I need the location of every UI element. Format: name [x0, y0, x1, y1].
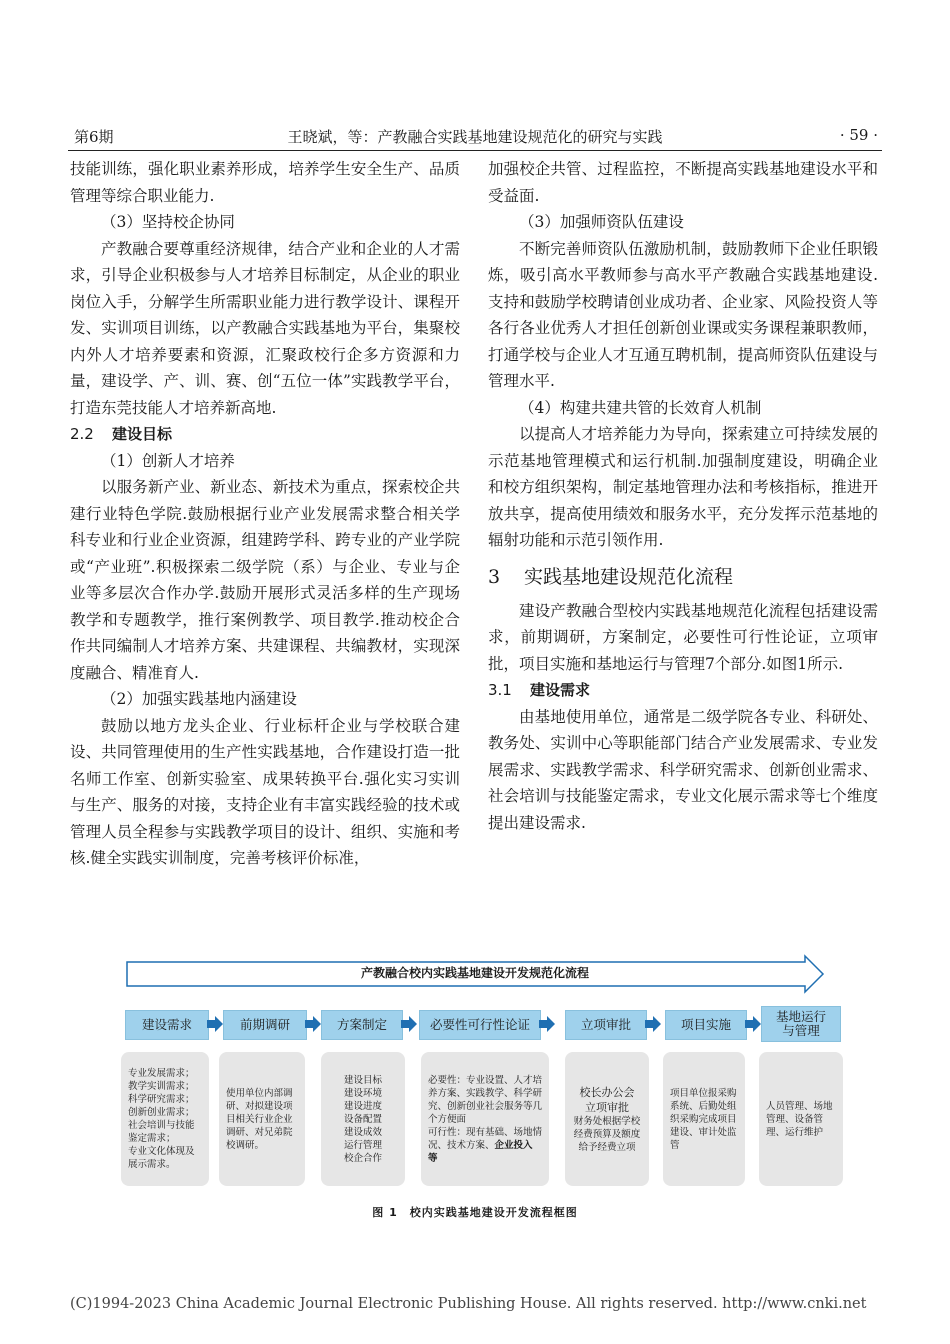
subsection-title: （3）加强师资队伍建设 — [519, 213, 684, 231]
box-text: 必要性：专业设置、人才培养方案、实践教学、科学研究、创新创业社会服务等几个方便面 — [428, 1074, 543, 1125]
step-2: 前期调研 — [223, 1010, 307, 1040]
paragraph: 产教融合要尊重经济规律，结合产业和企业的人才需求，引导企业积极参与人才培养目标制定，从企业的职业岗位入手，分解学生所需职业能力进行教学设计、课程开发、实训项目训练，以产教融合实践基地为平台，集聚校内外人才培养要素和资源，汇聚政校行企多方资源和力量，建设学、产、训、赛、创“五位一体”实践教学平台，打造东莞技能人才培养新高地. — [70, 239, 460, 417]
banner-title: 产教融合校内实践基地建设开发规范化流程 — [360, 966, 589, 980]
figure-caption: 图 1 校内实践基地建设开发流程框图 — [372, 1206, 578, 1219]
issue-number: 第6期 — [74, 128, 114, 146]
box-text: 使用单位内部调研、对拟建设项目相关行业企业调研、对兄弟院校调研。 — [226, 1087, 293, 1151]
box-implementation — [663, 1052, 745, 1186]
box-line: 专业文化体现及展示需求。 — [128, 1146, 195, 1170]
right-column — [488, 156, 878, 836]
section-heading-3 — [488, 562, 878, 592]
box-text: 人员管理、场地管理、设备管理、运行维护 — [766, 1100, 833, 1138]
flowchart-figure — [115, 948, 835, 1219]
box-text: 立项审批 — [585, 1100, 629, 1114]
arrow-right-icon — [645, 1016, 661, 1032]
step-4: 必要性可行性论证 — [419, 1010, 541, 1040]
section-number: 3.1 — [488, 681, 512, 699]
box-research — [219, 1052, 305, 1186]
step-1: 建设需求 — [125, 1010, 209, 1040]
paragraph: 以服务新产业、新业态、新技术为重点，探索校企共建行业特色学院.鼓励根据行业产业发展需求整合相关学科专业和行业企业资源，组建跨学科、跨专业的产业学院或“产业班”.积极探索二级学院（系）与企业、专业与企业等多层次合作办学.鼓励开展形式灵活多样的生产现场教学和专题教学，推行案例教学、项目教学.推动校企合作共同编制人才培养方案、共建课程、共编教材，实现深度融合、精准育人. — [70, 478, 460, 682]
box-line: 建设目标 — [343, 1074, 382, 1086]
box-text: 校长办公会 — [579, 1085, 635, 1099]
running-title: 王晓斌，等：产教融合实践基地建设规范化的研究与实践 — [287, 128, 663, 146]
box-text: 财务处根据学校经费预算及额度给予经费立项 — [573, 1115, 641, 1153]
section-title: 建设需求 — [530, 681, 591, 699]
box-line: 社会培训与技能鉴定需求； — [128, 1120, 195, 1144]
box-plan — [321, 1052, 405, 1186]
running-header — [68, 124, 882, 151]
step-5: 立项审批 — [565, 1010, 647, 1040]
left-column — [70, 156, 460, 872]
section-heading-3-1 — [488, 677, 878, 704]
box-demand — [121, 1052, 209, 1186]
paragraph: 以提高人才培养能力为导向，探索建立可持续发展的示范基地管理模式和运行机制.加强制度建设，明确企业和校方组织架构，制定基地管理办法和考核指标，推进开放共享，提高使用绩效和服务水平，充分发挥示范基地的辐射功能和示范引领作用. — [488, 425, 878, 549]
box-line: 设备配置 — [343, 1113, 382, 1125]
box-line: 运行管理 — [343, 1139, 382, 1151]
step-7: 基地运行与管理 — [761, 1006, 841, 1042]
box-line: 校企合作 — [343, 1152, 382, 1164]
section-title: 实践基地建设规范化流程 — [524, 565, 734, 588]
arrow-right-icon — [401, 1016, 417, 1032]
copyright-footer: (C)1994-2023 China Academic Journal Electronic Publishing House. All rights reserved. http://www.cnki.net — [70, 1296, 867, 1312]
paragraph: 加强校企共管、过程监控，不断提高实践基地建设水平和受益面. — [488, 160, 878, 205]
section-heading-2-2 — [70, 421, 460, 448]
paragraph: 由基地使用单位，通常是二级学院各专业、科研处、教务处、实训中心等职能部门结合产业发展需求、专业发展需求、实践教学需求、科学研究需求、创新创业需求、社会培训与技能鉴定需求，专业文化展示需求等七个维度提出建设需求. — [488, 707, 878, 832]
box-line: 专业发展需求； — [128, 1068, 195, 1079]
paragraph: 鼓励以地方龙头企业、行业标杆企业与学校联合建设、共同管理使用的生产性实践基地，合作建设打造一批名师工作室、创新实验室、成果转换平台.强化实习实训与生产、服务的对接，支持企业有丰富实践经验的技术或管理人员全程参与实践教学项目的设计、组织、实施和考核.健全实践实训制度，完善考核评价标准， — [70, 716, 460, 867]
subsection-title: （1）创新人才培养 — [101, 451, 235, 470]
section-title: 建设目标 — [112, 425, 173, 443]
subsection-title: （2）加强实践基地内涵建设 — [101, 690, 297, 708]
box-text-bold: 企业投入等 — [428, 1139, 533, 1164]
section-number: 3 — [488, 565, 501, 588]
arrow-right-icon — [305, 1016, 321, 1032]
box-approval — [565, 1052, 649, 1186]
box-text: 可行性：现有基础、场地情况、技术方案、 — [428, 1126, 543, 1151]
page-number: · 59 · — [839, 126, 878, 144]
paragraph: 建设产教融合型校内实践基地规范化流程包括建设需求，前期调研，方案制定，必要性可行性论证，立项审批，项目实施和基地运行与管理7个部分.如图1所示. — [488, 601, 878, 673]
arrow-right-icon — [207, 1016, 223, 1032]
box-feasibility — [421, 1052, 549, 1186]
box-line: 教学实训需求； — [128, 1081, 195, 1092]
step-6: 项目实施 — [665, 1010, 747, 1040]
subsection-title: （3）坚持校企协同 — [101, 213, 235, 231]
box-line: 科学研究需求； — [128, 1094, 195, 1105]
arrow-right-icon — [745, 1016, 761, 1032]
box-line: 创新创业需求； — [128, 1107, 195, 1118]
box-line: 建设环境 — [343, 1087, 382, 1099]
box-text: 项目单位报采购系统、后勤处组织采购完成项目建设、审计处监管 — [670, 1087, 737, 1151]
box-operation — [759, 1052, 843, 1186]
arrow-right-icon — [539, 1016, 555, 1032]
box-line: 建设进度 — [343, 1100, 382, 1112]
subsection-title: （4）构建共建共管的长效育人机制 — [519, 398, 762, 417]
step-3: 方案制定 — [321, 1010, 403, 1040]
paragraph: 技能训练，强化职业素养形成，培养学生安全生产、品质管理等综合职业能力. — [70, 160, 460, 205]
box-line: 建设成效 — [343, 1126, 382, 1138]
section-number: 2.2 — [70, 425, 94, 443]
paragraph: 不断完善师资队伍激励机制，鼓励教师下企业任职锻炼，吸引高水平教师参与高水平产教融合实践基地建设.支持和鼓励学校聘请创业成功者、企业家、风险投资人等各行各业优秀人才担任创新创业课或实务课程兼职教师，打通学校与企业人才互通互聘机制，提高师资队伍建设与管理水平. — [488, 239, 878, 390]
